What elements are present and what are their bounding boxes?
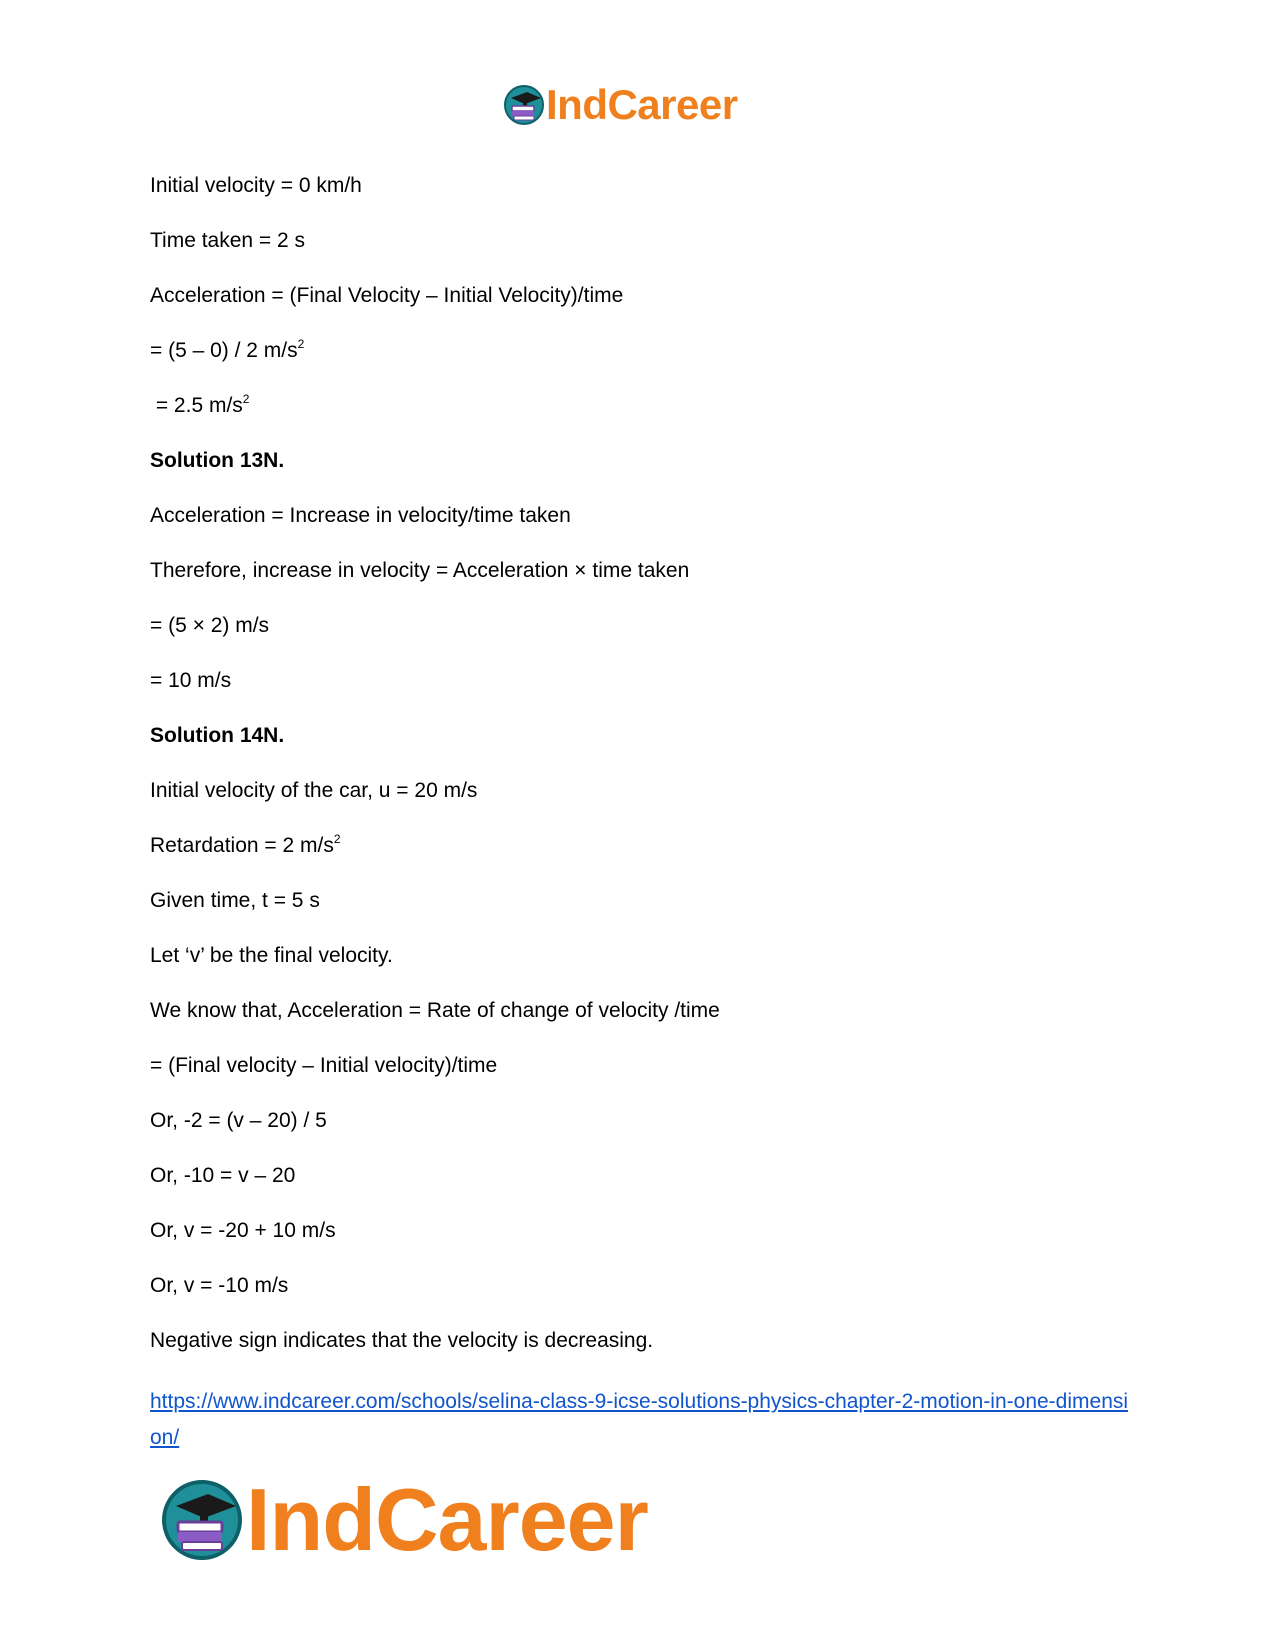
line-text: Or, -2 = (v – 20) / 5 bbox=[150, 1109, 327, 1132]
text-line bbox=[150, 889, 1130, 913]
text-line bbox=[150, 1274, 1130, 1298]
logo-wordmark: IndCareer bbox=[546, 81, 738, 128]
line-text: Initial velocity = 0 km/h bbox=[150, 174, 362, 197]
line-text: = 10 m/s bbox=[150, 669, 232, 692]
text-line bbox=[150, 1164, 1130, 1188]
text-line bbox=[150, 1329, 1130, 1353]
line-text: Or, -10 = v – 20 bbox=[150, 1164, 296, 1187]
line-text: Solution 14N. bbox=[150, 724, 285, 747]
superscript: 2 bbox=[333, 832, 341, 846]
text-line bbox=[150, 779, 1130, 803]
header-logo bbox=[503, 80, 738, 130]
text-line bbox=[150, 1219, 1130, 1243]
line-text: Or, v = -10 m/s bbox=[150, 1274, 289, 1297]
text-line bbox=[150, 174, 1130, 198]
section-heading bbox=[150, 449, 1130, 473]
text-line bbox=[150, 394, 1130, 418]
line-text: = (5 × 2) m/s bbox=[150, 614, 270, 637]
line-text: Let ‘v’ be the final velocity. bbox=[150, 944, 393, 967]
text-line bbox=[150, 504, 1130, 528]
line-text: Or, v = -20 + 10 m/s bbox=[150, 1219, 336, 1242]
text-line bbox=[150, 559, 1130, 583]
line-text: Time taken = 2 s bbox=[150, 229, 306, 252]
document-body bbox=[150, 174, 1130, 1384]
text-line bbox=[150, 284, 1130, 308]
line-text: Negative sign indicates that the velocity is decreasing. bbox=[150, 1329, 654, 1352]
text-line bbox=[150, 614, 1130, 638]
line-text: Initial velocity of the car, u = 20 m/s bbox=[150, 779, 478, 802]
superscript: 2 bbox=[242, 392, 250, 406]
text-line bbox=[150, 944, 1130, 968]
line-text: We know that, Acceleration = Rate of change of velocity /time bbox=[150, 999, 720, 1022]
section-heading bbox=[150, 724, 1130, 748]
text-line bbox=[150, 999, 1130, 1023]
text-line bbox=[150, 834, 1130, 858]
graduation-book-icon bbox=[160, 1478, 244, 1562]
logo-wordmark: IndCareer bbox=[246, 1470, 648, 1569]
text-line bbox=[150, 229, 1130, 253]
line-text: Acceleration = Increase in velocity/time taken bbox=[150, 504, 571, 527]
line-text: = (Final velocity – Initial velocity)/time bbox=[150, 1054, 498, 1077]
text-line bbox=[150, 669, 1130, 693]
text-line bbox=[150, 1054, 1130, 1078]
graduation-book-icon bbox=[503, 84, 545, 126]
footer-logo bbox=[160, 1470, 648, 1570]
text-line bbox=[150, 339, 1130, 363]
line-text: = 2.5 m/s bbox=[150, 394, 243, 417]
line-text: Solution 13N. bbox=[150, 449, 285, 472]
line-text: Acceleration = (Final Velocity – Initial Velocity)/time bbox=[150, 284, 624, 307]
line-text: Therefore, increase in velocity = Acceleration × time taken bbox=[150, 559, 690, 582]
source-link[interactable]: https://www.indcareer.com/schools/selina-class-9-icse-solutions-physics-chapter-2-motion-in-one-dimension/ bbox=[150, 1390, 1129, 1449]
line-text: Given time, t = 5 s bbox=[150, 889, 320, 912]
line-text: = (5 – 0) / 2 m/s bbox=[150, 339, 298, 362]
superscript: 2 bbox=[297, 337, 305, 351]
text-line bbox=[150, 1109, 1130, 1133]
line-text: Retardation = 2 m/s bbox=[150, 834, 334, 857]
